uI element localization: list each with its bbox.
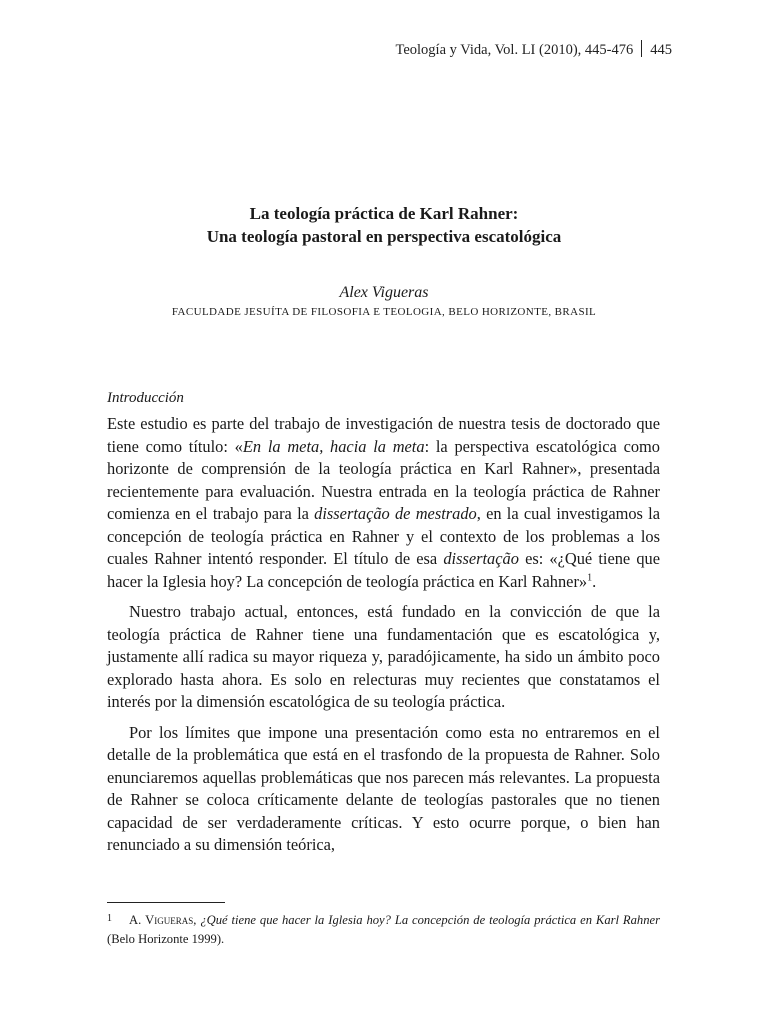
header-separator	[641, 40, 642, 57]
author-name: Alex Vigueras	[339, 284, 429, 301]
section-heading: Introducción	[107, 390, 184, 406]
paragraph-2: Nuestro trabajo actual, entonces, está fundado en la convicción de que la teología práctica de Rahner tiene una fundamentación que es escatológica y, justamente allí radica su mayor riqueza y, paradójicamente, ha sido un ámbito poco explorado hasta ahora. Es solo en relecturas muy recientes que constatamos el interés por la dimensión escatológica de su teología práctica.	[107, 602, 660, 711]
footnote-number: 1	[107, 913, 112, 924]
footnote-separator: ,	[193, 913, 201, 927]
footnote-author-initial: A.	[129, 913, 146, 927]
p1-thesis-title: En la meta, hacia la meta	[242, 436, 425, 456]
p1-dissertation-term: dissertação de mestrado	[314, 504, 477, 523]
p1-dissertation-term-2: dissertação	[443, 549, 519, 568]
author-affiliation: FACULDADE JESUÍTA DE FILOSOFIA E TEOLOGIA, BELO HORIZONTE, BRASIL	[171, 306, 597, 318]
journal-citation: Teología y Vida, Vol. LI (2010), 445-476	[395, 42, 634, 58]
footnote-divider	[107, 902, 225, 903]
p1-text-c: , en la cual investigamos la concepción de teología práctica en Rahner y el contexto de los problemas a los cuales Rahner intentó responder. El título de esa	[107, 504, 661, 568]
article-body	[107, 390, 660, 865]
paragraph-1	[107, 413, 660, 593]
p1-text-b: : la perspectiva escatológica como horizonte de comprensión de la teología práctica en Karl Rahner», presentada recientemente para evaluación. Nuestra entrada en la teología práctica de Rahner comienza en el trabajo para la	[107, 436, 660, 523]
paragraph-3: Por los límites que impone una presentación como esta no entraremos en el detalle de la problemática que está en el trasfondo de la propuesta de Rahner. Solo enunciaremos aquellas problemáticas que nos parecen más relevantes. La propuesta de Rahner se coloca críticamente delante de teologías pastorales que no tienen capacidad de ser verdaderamente críticas. Y esto ocurre porque, o bien han renunciado a su dimensión teórica,	[107, 722, 660, 854]
title-line-2: Una teología pastoral en perspectiva escatológica	[206, 227, 562, 246]
p1-text-end: .	[592, 571, 597, 591]
footnote-work-title: ¿Qué tiene que hacer la Iglesia hoy? La concepción de teología práctica en Karl Rahner	[200, 913, 660, 927]
running-header	[396, 40, 673, 59]
p1-text-a: Este estudio es parte del trabajo de investigación de nuestra tesis de doctorado que tiene como título: «	[107, 414, 660, 456]
p1-text-d: es: «¿Qué tiene que hacer la Iglesia hoy? La concepción de teología práctica en Karl Rahner»	[107, 549, 660, 591]
footnote-author-surname: Vigueras	[145, 913, 194, 927]
title-line-1: La teología práctica de Karl Rahner:	[249, 204, 519, 223]
article-title	[0, 202, 768, 248]
footnote-publication: (Belo Horizonte 1999).	[107, 932, 225, 946]
footnote-1	[107, 909, 660, 949]
page-number: 445	[650, 42, 672, 58]
footnote-reference[interactable]: 1	[587, 572, 593, 584]
